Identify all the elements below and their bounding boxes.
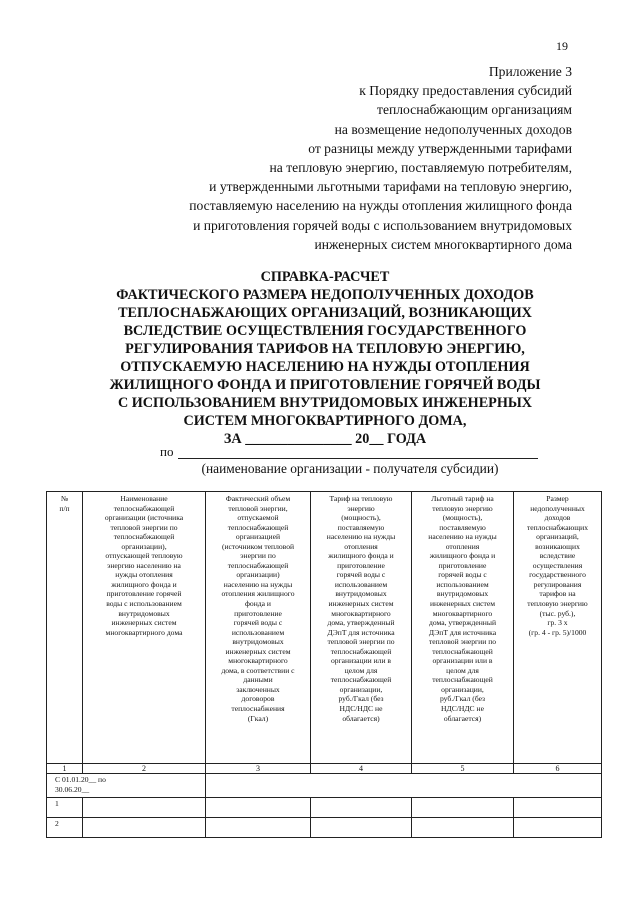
row-number: 1 [47, 798, 83, 818]
cell-line: 30.06.20__ [55, 784, 90, 794]
header-cell-number [47, 492, 83, 764]
cell-line: (тыс. руб.), [539, 608, 576, 618]
cell-line: (мощность), [442, 513, 483, 523]
cell-line: организации или в [432, 656, 493, 666]
cell-line: использованием [231, 627, 285, 637]
cell-line: населению на нужды [428, 532, 497, 542]
table-cell[interactable] [311, 818, 412, 838]
cell-line: организации) [236, 570, 280, 580]
table-cell[interactable] [206, 818, 311, 838]
cell-line: отопления жилищного [221, 589, 295, 599]
cell-line: отопления [445, 541, 480, 551]
cell-line: организации (источника [104, 513, 184, 523]
calculation-table [46, 491, 602, 838]
cell-line: внутридомовых [232, 637, 284, 647]
cell-line: населению на нужды [223, 579, 293, 589]
cell-line: горячей воды с [438, 570, 487, 580]
cell-line: инженерных систем [225, 646, 291, 656]
cell-line: поставляемую [439, 522, 486, 532]
cell-line: приготовление [438, 560, 487, 570]
cell-line: энергию [347, 503, 375, 513]
cell-line: осуществления [532, 560, 583, 570]
cell-line: организации, [441, 684, 484, 694]
header-cell-organization [83, 492, 206, 764]
cell-line: многоквартирного [432, 608, 493, 618]
table-cell[interactable] [514, 818, 602, 838]
cell-line: населению на нужды [326, 532, 396, 542]
cell-line: организации), [121, 541, 167, 551]
cell-line: (Гкал) [247, 713, 269, 723]
title-line: ОТПУСКАЕМУЮ НАСЕЛЕНИЮ НА НУЖДЫ ОТОПЛЕНИЯ [120, 359, 530, 375]
appendix-line: на возмещение недополученных доходов [334, 121, 572, 137]
appendix-block [92, 62, 572, 254]
cell-line: теплоснабжающей [113, 532, 175, 542]
table-header-row [47, 492, 602, 764]
cell-line: данными [243, 675, 273, 685]
cell-line: многоквартирного [228, 656, 288, 666]
column-number: 2 [83, 764, 206, 774]
column-number: 5 [412, 764, 514, 774]
cell-line: внутридомовых [335, 589, 387, 599]
cell-line: ДЭпТ для источника [327, 627, 395, 637]
cell-line: жилищного фонда и [328, 551, 394, 561]
cell-line: теплоснабжающей [227, 560, 289, 570]
title-line: ЗА _______________ 20__ ГОДА [223, 431, 427, 447]
table-row [47, 798, 602, 818]
table-cell[interactable] [412, 798, 514, 818]
period-empty-cell [206, 774, 602, 798]
title-line: СПРАВКА-РАСЧЕТ [260, 269, 390, 285]
cell-line: горячей воды с [336, 570, 386, 580]
appendix-line: на тепловую энергию, поставляемую потребителям, [269, 160, 572, 176]
cell-line: многоквартирного дома [105, 627, 183, 637]
cell-line: С 01.01.20__ по [55, 775, 106, 784]
title-line: С ИСПОЛЬЗОВАНИЕМ ВНУТРИДОМОВЫХ ИНЖЕНЕРНЫХ [117, 395, 533, 411]
cell-line: многоквартирного [331, 608, 391, 618]
period-cell[interactable] [47, 774, 206, 798]
organization-prefix: по [160, 444, 174, 459]
cell-line: тепловой энергии, [228, 503, 288, 513]
column-number: 3 [206, 764, 311, 774]
cell-line: Льготный тариф на [431, 494, 494, 503]
cell-line: жилищного фонда и [111, 579, 177, 589]
cell-line: ДЭпТ для источника [428, 627, 497, 637]
header-cell-lost-income [514, 492, 602, 764]
table-cell[interactable] [83, 818, 206, 838]
row-number: 2 [47, 818, 83, 838]
cell-line: НДС/НДС не [441, 704, 484, 714]
header-cell-volume [206, 492, 311, 764]
cell-line: тепловую энергию [432, 503, 493, 513]
appendix-line: и утвержденными льготными тарифами на тепловую энергию, [209, 179, 572, 195]
title-line: РЕГУЛИРОВАНИЯ ТАРИФОВ НА ТЕПЛОВУЮ ЭНЕРГИЮ, [125, 341, 525, 357]
cell-line: дома, в соответствии с [221, 665, 295, 675]
cell-line: тепловой энергии по [110, 522, 178, 532]
cell-line: фонда и [245, 599, 271, 609]
cell-line: тепловой энергии по [428, 637, 497, 647]
cell-line: Размер [546, 494, 569, 503]
cell-line: Тариф на тепловую [329, 494, 393, 503]
cell-line: дома, утвержденный [428, 618, 497, 628]
cell-line: доходов [544, 513, 571, 523]
cell-line: п/п [59, 503, 70, 513]
cell-line: отпускаемой [237, 513, 279, 523]
title-line: ФАКТИЧЕСКОГО РАЗМЕРА НЕДОПОЛУЧЕННЫХ ДОХОДОВ [116, 287, 534, 303]
page-number: 19 [556, 39, 568, 53]
cell-line: поставляемую [337, 522, 385, 532]
cell-line: целом для [344, 665, 378, 675]
title-line: СИСТЕМ МНОГОКВАРТИРНОГО ДОМА, [183, 413, 467, 429]
cell-line: тепловую энергию [527, 599, 588, 609]
column-number: 6 [514, 764, 602, 774]
cell-line: энергии по [240, 551, 276, 561]
table-cell[interactable] [514, 798, 602, 818]
organization-caption: (наименование организации - получателя субсидии) [201, 461, 499, 476]
cell-line: Фактический объем [225, 494, 291, 503]
cell-line: (источником тепловой [221, 541, 295, 551]
cell-line: инженерных систем [111, 618, 177, 628]
cell-line: дома, утвержденный [327, 618, 395, 628]
cell-line: регулирования [533, 579, 582, 589]
appendix-line: и приготовления горячей воды с использованием внутридомовых [193, 217, 572, 233]
cell-line: организации, [339, 684, 383, 694]
title-line: ТЕПЛОСНАБЖАЮЩИХ ОРГАНИЗАЦИЙ, ВОЗНИКАЮЩИХ [118, 305, 532, 321]
cell-line: нужды отопления [115, 570, 173, 580]
cell-line: возникающих [535, 541, 580, 551]
appendix-line: поставляемую населению на нужды отопления жилищного фонда [189, 198, 572, 214]
table-cell[interactable] [311, 798, 412, 818]
appendix-line: от разницы между утвержденными тарифами [308, 140, 572, 156]
cell-line: инженерных систем [429, 599, 496, 609]
cell-line: целом для [446, 665, 479, 675]
cell-line: заключенных [236, 684, 280, 694]
cell-line: договоров [241, 694, 275, 704]
cell-line: организации или в [330, 656, 392, 666]
organization-underline [178, 458, 538, 459]
cell-line: гр. 3 х [547, 618, 568, 628]
cell-line: жилищного фонда и [429, 551, 496, 561]
header-cell-tariff [311, 492, 412, 764]
appendix-line: инженерных систем многоквартирного дома [314, 236, 572, 252]
appendix-line: теплоснабжающим организациям [377, 102, 572, 118]
cell-line: горячей воды с [233, 618, 283, 628]
title-line: ЖИЛИЩНОГО ФОНДА И ПРИГОТОВЛЕНИЕ ГОРЯЧЕЙ ВОДЫ [109, 377, 541, 393]
appendix-line: Приложение 3 [488, 64, 572, 79]
cell-line: энергию населению на [107, 560, 181, 570]
table-row [47, 818, 602, 838]
column-number: 4 [311, 764, 412, 774]
cell-line: организацией [235, 532, 281, 542]
cell-line: использованием [436, 579, 489, 589]
period-row [47, 774, 602, 798]
cell-line: внутридомовых [118, 608, 170, 618]
cell-line: теплоснабжающей [432, 646, 493, 656]
title-line: ВСЛЕДСТВИЕ ОСУЩЕСТВЛЕНИЯ ГОСУДАРСТВЕННОГО [123, 323, 527, 339]
cell-line: теплоснабжающей [330, 646, 392, 656]
cell-line: облагается) [443, 713, 482, 723]
cell-line: воды с использованием [106, 599, 182, 609]
cell-line: руб./Гкал (без [439, 694, 486, 704]
cell-line: теплоснабжающей [330, 675, 392, 685]
cell-line: руб./Гкал (без [338, 694, 384, 704]
cell-line: инженерных систем [328, 599, 394, 609]
cell-line: тепловой энергии по [327, 637, 395, 647]
cell-line: приготовление горячей [106, 589, 182, 599]
column-numbers-row [47, 764, 602, 774]
cell-line: облагается) [342, 713, 380, 723]
table-cell[interactable] [412, 818, 514, 838]
cell-line: приготовление [337, 560, 385, 570]
cell-line: теплоснабжения [231, 704, 285, 714]
appendix-line: к Порядку предоставления субсидий [359, 83, 572, 99]
cell-line: теплоснабжающих [526, 522, 588, 532]
table-cell[interactable] [206, 798, 311, 818]
cell-line: НДС/НДС не [339, 704, 383, 714]
cell-line: теплоснабжающей [113, 503, 175, 513]
cell-line: (гр. 4 - гр. 5)/1000 [528, 627, 587, 637]
cell-line: теплоснабжающей [432, 675, 493, 685]
cell-line: организаций, [536, 532, 579, 542]
cell-line: тарифов на [539, 589, 576, 599]
cell-line: недополученных [530, 503, 585, 513]
cell-line: отпускающей тепловую [105, 551, 183, 561]
cell-line: вследствие [539, 551, 576, 561]
cell-line: использованием [334, 579, 388, 589]
document-title [60, 268, 590, 448]
cell-line: теплоснабжающей [227, 522, 289, 532]
table-cell[interactable] [83, 798, 206, 818]
cell-line: приготовление [234, 608, 282, 618]
cell-line: внутридомовых [436, 589, 489, 599]
column-number: 1 [47, 764, 83, 774]
cell-line: отопления [344, 541, 378, 551]
cell-line: государственного [529, 570, 586, 580]
header-cell-preferential-tariff [412, 492, 514, 764]
cell-line: Наименование [120, 494, 168, 503]
cell-line: № [60, 494, 69, 503]
cell-line: (мощность), [341, 513, 381, 523]
